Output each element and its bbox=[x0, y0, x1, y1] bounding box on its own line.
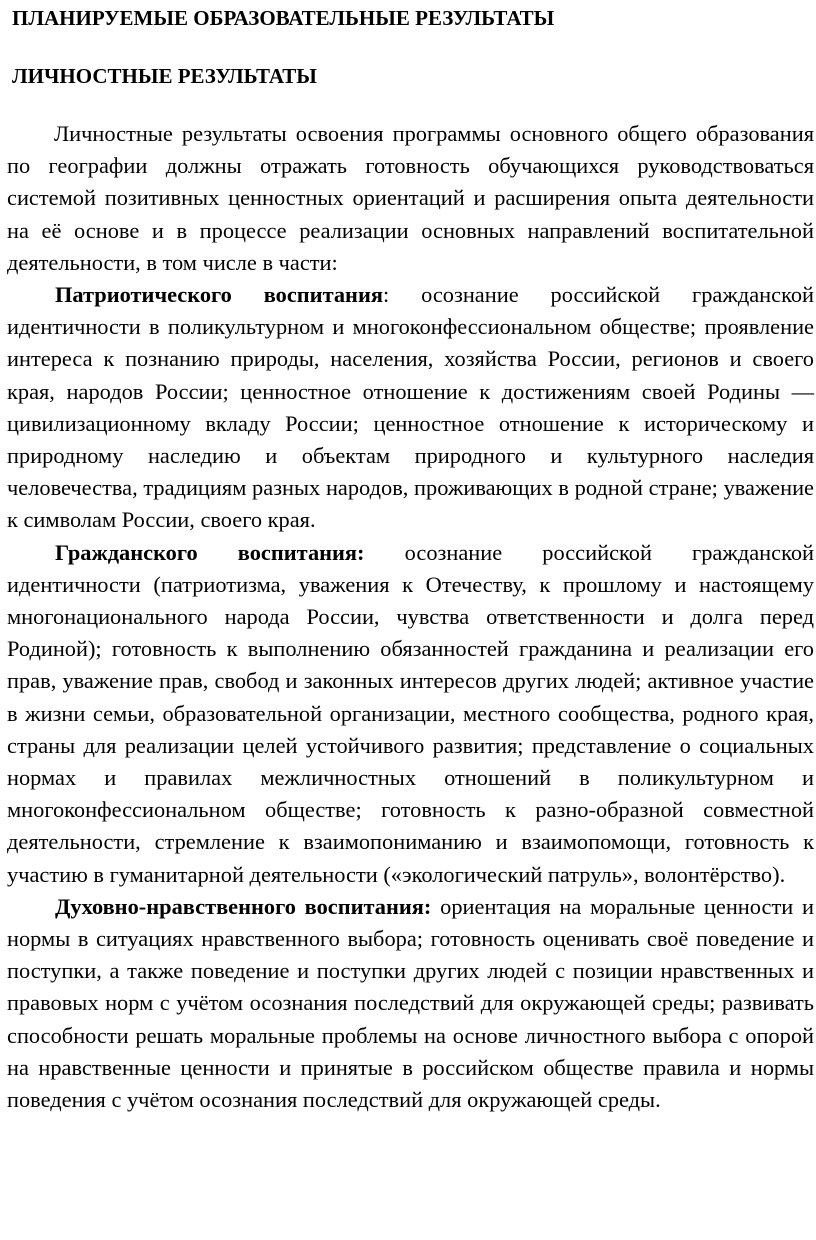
paragraph-text: ориентация на моральные ценности и нормы в ситуациях нравственного выбора; готовность оценивать своё поведение и поступки, а также поведение и поступки других людей с позиции нравственных и правовых норм с учётом осознания последствий для окружающей среды; развивать способности решать моральные проблемы на основе личностного выбора с опорой на нравственные ценности и принятые в российском обществе правила и нормы поведения с учётом осознания последствий для окружающей среды. bbox=[7, 893, 814, 1113]
paragraph-separator: : bbox=[382, 282, 390, 308]
intro-paragraph: Личностные результаты освоения программы основного общего образования по географии должны отражать готовность обучающихся руководствоваться системой позитивных ценностных ориентаций и расширения опыта деятельности на её основе и в процессе реализации основных направлений воспитательной деятельности, в том числе в части: bbox=[7, 121, 814, 275]
document-body bbox=[7, 118, 814, 1116]
paragraph-text: осознание российской гражданской идентичности в поликультурном и многоконфессиональном обществе; проявление интереса к познанию природы, населения, хозяйства России, регионов и своего края, народов России; ценностное отношение к достижениям своей Родины — цивилизационному вкладу России; ценностное отношение к историческому и природному наследию и объектам природного и культурного наследия человечества, традициям разных народов, проживающих в родной стране; уважение к символам России, своего края. bbox=[7, 282, 815, 533]
section-title: ЛИЧНОСТНЫЕ РЕЗУЛЬТАТЫ bbox=[12, 64, 317, 88]
paragraph-lead: Гражданского воспитания: bbox=[55, 539, 365, 565]
paragraph-moral bbox=[7, 891, 814, 1116]
paragraph-lead: Патриотического воспитания bbox=[55, 282, 383, 308]
paragraph-patriotic bbox=[7, 279, 814, 537]
paragraph-text: осознание российской гражданской идентичности (патриотизма, уважения к Отечеству, к прошлому и настоящему многонационального народа России, чувства ответственности и долга перед Родиной); готовность к выполнению обязанностей гражданина и реализации его прав, уважение прав, свобод и законных интересов других людей; активное участие в жизни семьи, образовательной организации, местного сообщества, родного края, страны для реализации целей устойчивого развития; представление о социальных нормах и правилах межличностных отношений в поликультурном и многоконфессиональном обществе; готовность к разно-образной совместной деятельности, стремление к взаимопониманию и взаимопомощи, готовность к участию в гуманитарной деятельности («экологический патруль», волонтёрство). bbox=[7, 539, 815, 887]
paragraph-civic bbox=[7, 537, 814, 891]
paragraph-lead: Духовно-нравственного воспитания: bbox=[55, 893, 432, 919]
document-title: ПЛАНИРУЕМЫЕ ОБРАЗОВАТЕЛЬНЫЕ РЕЗУЛЬТАТЫ bbox=[12, 6, 555, 30]
